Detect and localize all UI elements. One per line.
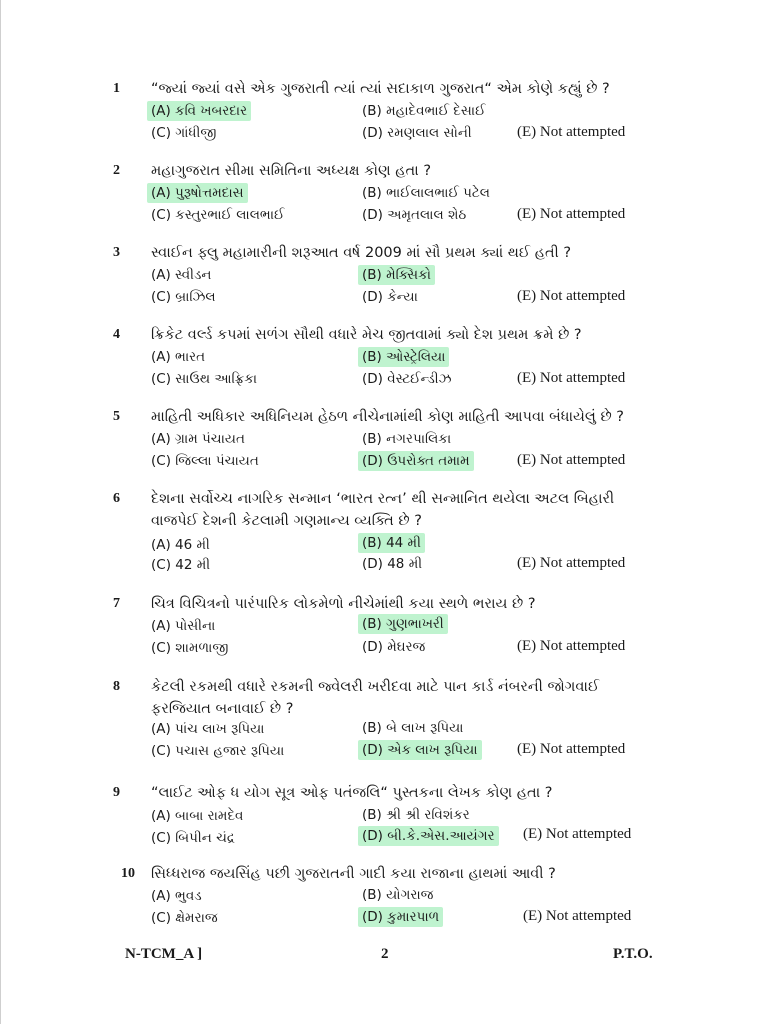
option-c: (C) શામળાજી (151, 640, 229, 656)
question-number: 3 (113, 245, 120, 260)
question-number: 9 (113, 785, 120, 800)
option-c: (C) જિલ્લા પંચાયત (151, 453, 259, 469)
option-e: (E) Not attempted (523, 908, 632, 924)
option-b: (B) નગરપાલિકા (362, 431, 452, 447)
option-b: (B) 44 મી (358, 533, 425, 553)
option-d: (D) કુમારપાળ (358, 907, 443, 927)
option-c: (C) ક્ષેમરાજ (151, 910, 218, 926)
option-c: (C) બ્રાઝિલ (151, 289, 216, 305)
option-b: (B) ઓસ્ટ્રેલિયા (358, 347, 449, 367)
question-text: મહાગુજરાત સીમા સમિતિના અધ્યક્ષ કોણ હતા ? (151, 163, 432, 179)
option-c: (C) સાઉથ આફ્રિકા (151, 371, 258, 387)
question-text: માહિતી અધિકાર અધિનિયમ હેઠળ નીચેનામાંથી કોણ માહિતી આપવા બંધાયેલું છે ? (151, 409, 624, 425)
option-d: (D) 48 મી (362, 556, 423, 572)
option-c: (C) કસ્તુરભાઈ લાલભાઈ (151, 207, 285, 223)
option-a: (A) ગ્રામ પંચાયત (151, 431, 245, 447)
option-a: (A) ભુવડ (151, 888, 202, 904)
question-text: ક્રિકેટ વર્લ્ડ કપમાં સળંગ સૌથી વધારે મેચ જીતવામાં ક્યો દેશ પ્રથમ ક્રમે છે ? (151, 327, 582, 343)
question-text: “જ્યાં જ્યાં વસે એક ગુજરાતી ત્યાં ત્યાં સદાકાળ ગુજરાત“ એમ કોણે કહ્યું છે ? (151, 81, 610, 97)
question-number: 10 (121, 866, 135, 881)
question-number: 6 (113, 491, 120, 506)
please-turn-over: P.T.O. (613, 946, 653, 962)
question-text: સિધ્ધરાજ જયસિંહ પછી ગુજરાતની ગાદી કયા રાજાના હાથમાં આવી ? (151, 866, 556, 882)
question-number: 1 (113, 81, 120, 96)
option-d: (D) બી.કે.એસ.આયંગર (358, 826, 499, 846)
question-text: સ્વાઈન ફ્લુ મહામારીની શરૂઆત વર્ષ 2009 માં સૌ પ્રથમ ક્યાં થઈ હતી ? (151, 245, 572, 261)
page-number: 2 (381, 946, 389, 962)
option-b: (B) મેક્સિકો (358, 265, 435, 285)
option-b: (B) મહાદેવભાઈ દેસાઈ (362, 103, 486, 119)
question-text: કેટલી રકમથી વધારે રકમની જ્વેલરી ખરીદવા માટે પાન કાર્ડ નંબરની જોગવાઈ ફરજિયાત બનાવાઈ છે ? (151, 679, 600, 717)
option-a: (A) બાબા રામદેવ (151, 808, 244, 824)
option-e: (E) Not attempted (517, 452, 626, 468)
question-text: ચિત્ર વિચિત્રનો પારંપારિક લોકમેળો નીચેમાંથી કયા સ્થળે ભરાય છે ? (151, 596, 536, 612)
option-c: (C) પચાસ હજાર રૂપિયા (151, 743, 285, 759)
option-d: (D) અમૃતલાલ શેઠ (362, 207, 467, 223)
option-e: (E) Not attempted (517, 288, 626, 304)
question-text: દેશના સર્વોચ્ચ નાગરિક સન્માન ‘ભારત રત્ન’ થી સન્માનિત થયેલા અટલ બિહારી વાજપેઈ દેશની કેટલામી ગણમાન્ય વ્યક્તિ છે ? (151, 491, 615, 529)
option-a: (A) કવિ ખબરદાર (147, 101, 251, 121)
question-number: 7 (113, 596, 120, 611)
question-number: 4 (113, 327, 120, 342)
option-e: (E) Not attempted (517, 370, 626, 386)
option-b: (B) યોગરાજ (362, 887, 434, 903)
paper-code: N-TCM_A ] (125, 946, 203, 962)
question-number: 8 (113, 679, 120, 694)
question-number: 5 (113, 409, 120, 424)
option-d: (D) વેસ્ટઈન્ડીઝ (362, 371, 452, 387)
option-d: (D) ઉપરોક્ત તમામ (358, 451, 474, 471)
option-a: (A) પુરૂષોત્તમદાસ (147, 183, 248, 203)
option-d: (D) એક લાખ રૂપિયા (358, 740, 482, 760)
option-d: (D) રમણલાલ સોની (362, 125, 472, 141)
option-a: (A) ભારત (151, 349, 206, 365)
option-a: (A) પાંચ લાખ રૂપિયા (151, 721, 265, 737)
option-e: (E) Not attempted (517, 555, 626, 571)
question-text: “લાઈટ ઓફ ધ યોગ સૂત્ર ઓફ પતંજલિ“ પુસ્તકના લેખક કોણ હતા ? (151, 785, 553, 801)
option-d: (D) મેઘરજ (362, 639, 426, 655)
option-e: (E) Not attempted (517, 124, 626, 140)
option-a: (A) પોસીના (151, 618, 216, 634)
option-c: (C) 42 મી (151, 557, 211, 573)
option-e: (E) Not attempted (517, 741, 626, 757)
option-c: (C) બિપીન ચંદ્ર (151, 830, 235, 846)
option-b: (B) બે લાખ રૂપિયા (362, 720, 464, 736)
option-b: (B) શ્રી શ્રી રવિશંકર (362, 807, 470, 823)
option-e: (E) Not attempted (517, 206, 626, 222)
option-a: (A) સ્વીડન (151, 267, 212, 283)
option-a: (A) 46 મી (151, 537, 210, 553)
question-number: 2 (113, 163, 120, 178)
option-c: (C) ગાંધીજી (151, 125, 217, 141)
option-d: (D) કેન્યા (362, 289, 418, 305)
option-e: (E) Not attempted (523, 826, 632, 842)
option-b: (B) ગુણભાખરી (358, 614, 448, 634)
option-b: (B) ભાઈલાલભાઈ પટેલ (362, 185, 490, 201)
option-e: (E) Not attempted (517, 638, 626, 654)
